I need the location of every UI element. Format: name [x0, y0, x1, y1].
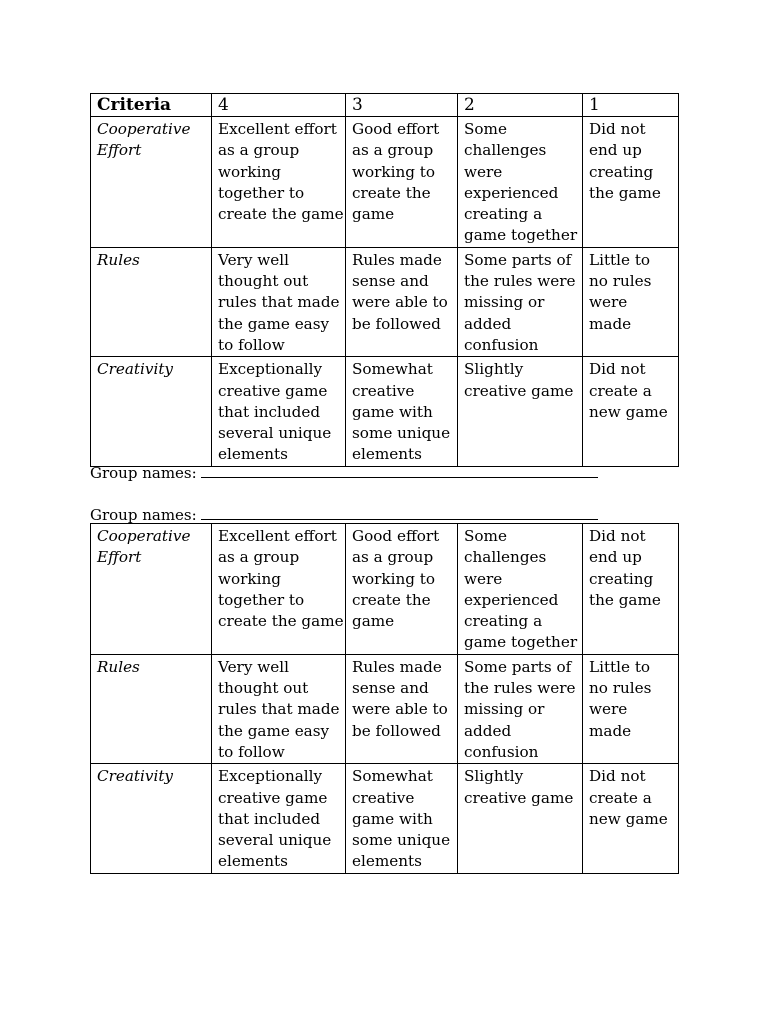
row-creativity: [91, 764, 679, 873]
table-header-row: [91, 94, 679, 117]
cell-text-line: create a: [589, 381, 652, 400]
cell-text-line: game with: [352, 809, 433, 828]
cell-text-line: challenges: [464, 141, 547, 160]
cell-text-line: Did not: [589, 527, 646, 545]
cell-text-line: be followed: [352, 314, 441, 333]
cell-text-line: Rules made: [352, 657, 442, 676]
cell-text-line: together to: [218, 183, 305, 202]
cell-text-line: Rules: [97, 250, 140, 269]
cell-text-line: create the: [352, 183, 431, 202]
cell-text-line: no rules: [589, 679, 652, 698]
cell-text-line: game together: [464, 633, 578, 652]
cell-text-line: to follow: [218, 742, 285, 761]
cell-text-line: Excellent effort: [218, 527, 337, 545]
header-criteria: Criteria: [91, 94, 212, 117]
cell-text-line: Effort: [97, 548, 142, 567]
level-1-cell: [583, 524, 679, 655]
level-3-cell: [346, 654, 458, 763]
cell-text-line: Some: [464, 527, 507, 545]
cell-text-line: were: [464, 162, 503, 181]
cell-text-line: as a group: [352, 548, 434, 567]
cell-text-line: creating a: [464, 205, 543, 224]
cell-text-line: Did not: [589, 120, 646, 138]
cell-text-line: were: [589, 293, 628, 312]
cell-text-line: missing or: [464, 293, 545, 312]
level-4-cell: [212, 654, 346, 763]
cell-text-line: were: [589, 700, 628, 719]
cell-text-line: create the game: [218, 612, 344, 631]
cell-text-line: several unique: [218, 831, 332, 850]
level-1-cell: [583, 764, 679, 873]
cell-text-line: thought out: [218, 272, 309, 291]
level-4-cell: [212, 117, 346, 248]
header-score-3: 3: [346, 94, 458, 117]
cell-text-line: Good effort: [352, 120, 440, 138]
cell-text-line: sense and: [352, 272, 429, 291]
cell-text-line: creative game: [218, 788, 328, 807]
level-2-cell: [458, 654, 583, 763]
cell-text-line: Some parts of: [464, 657, 572, 676]
cell-text-line: elements: [218, 445, 288, 464]
group-names-label: Group names:: [90, 506, 197, 524]
cell-text-line: end up: [589, 548, 642, 567]
criterion-cell: [91, 117, 212, 248]
level-2-cell: [458, 117, 583, 248]
level-2-cell: [458, 247, 583, 356]
cell-text-line: Did not: [589, 767, 646, 786]
cell-text-line: working to: [352, 162, 436, 181]
cell-text-line: Cooperative: [97, 120, 191, 138]
level-3-cell: [346, 524, 458, 655]
cell-text-line: creating a: [464, 612, 543, 631]
cell-text-line: Little to: [589, 250, 651, 269]
cell-text-line: experienced: [464, 183, 559, 202]
level-1-cell: [583, 117, 679, 248]
cell-text-line: were able to: [352, 700, 448, 719]
cell-text-line: create the: [352, 590, 431, 609]
cell-text-line: together to: [218, 590, 305, 609]
cell-text-line: confusion: [464, 742, 539, 761]
cell-text-line: Some: [464, 120, 507, 138]
cell-text-line: Slightly: [464, 360, 524, 379]
cell-text-line: the rules were: [464, 679, 576, 698]
cell-text-line: were able to: [352, 293, 448, 312]
rubric-body-1: [91, 117, 679, 467]
header-score-2: 2: [458, 94, 583, 117]
cell-text-line: end up: [589, 141, 642, 160]
cell-text-line: Somewhat: [352, 360, 433, 379]
cell-text-line: working: [218, 162, 281, 181]
cell-text-line: as a group: [218, 548, 300, 567]
cell-text-line: Rules made: [352, 250, 442, 269]
rubric-table-1: [90, 93, 679, 467]
level-4-cell: [212, 764, 346, 873]
cell-text-line: Very well: [218, 250, 289, 269]
level-4-cell: [212, 524, 346, 655]
level-1-cell: [583, 357, 679, 466]
cell-text-line: to follow: [218, 335, 285, 354]
group-names-line-1: [90, 463, 598, 482]
cell-text-line: challenges: [464, 548, 547, 567]
cell-text-line: creative: [352, 788, 415, 807]
cell-text-line: Rules: [97, 657, 140, 676]
cell-text-line: creating: [589, 569, 654, 588]
cell-text-line: Very well: [218, 657, 289, 676]
cell-text-line: game with: [352, 402, 433, 421]
row-cooperative-effort: [91, 524, 679, 655]
cell-text-line: no rules: [589, 272, 652, 291]
cell-text-line: game: [352, 205, 395, 224]
row-cooperative-effort: [91, 117, 679, 248]
level-2-cell: [458, 524, 583, 655]
cell-text-line: game: [352, 612, 395, 631]
cell-text-line: Did not: [589, 360, 646, 379]
cell-text-line: were: [464, 569, 503, 588]
cell-text-line: Exceptionally: [218, 360, 323, 379]
cell-text-line: elements: [352, 445, 422, 464]
level-2-cell: [458, 764, 583, 873]
cell-text-line: missing or: [464, 700, 545, 719]
criterion-cell: [91, 654, 212, 763]
cell-text-line: some unique: [352, 831, 451, 850]
cell-text-line: the game: [589, 183, 661, 202]
level-3-cell: [346, 764, 458, 873]
level-3-cell: [346, 247, 458, 356]
row-creativity: [91, 357, 679, 466]
cell-text-line: the game: [589, 590, 661, 609]
cell-text-line: thought out: [218, 679, 309, 698]
cell-text-line: elements: [352, 852, 422, 871]
level-3-cell: [346, 117, 458, 248]
cell-text-line: rules that made: [218, 700, 340, 719]
cell-text-line: some unique: [352, 424, 451, 443]
group-names-line-2: [90, 505, 598, 524]
cell-text-line: new game: [589, 809, 668, 828]
group-names-blank[interactable]: [201, 463, 598, 478]
cell-text-line: the game easy: [218, 314, 330, 333]
level-1-cell: [583, 654, 679, 763]
cell-text-line: made: [589, 314, 632, 333]
cell-text-line: creating: [589, 162, 654, 181]
cell-text-line: creative game: [464, 381, 574, 400]
level-1-cell: [583, 247, 679, 356]
criterion-cell: [91, 357, 212, 466]
row-rules: [91, 654, 679, 763]
cell-text-line: creative: [352, 381, 415, 400]
cell-text-line: elements: [218, 852, 288, 871]
criterion-cell: [91, 524, 212, 655]
cell-text-line: new game: [589, 402, 668, 421]
cell-text-line: the rules were: [464, 272, 576, 291]
cell-text-line: Effort: [97, 141, 142, 160]
cell-text-line: added: [464, 314, 512, 333]
cell-text-line: create a: [589, 788, 652, 807]
cell-text-line: working: [218, 569, 281, 588]
cell-text-line: working to: [352, 569, 436, 588]
cell-text-line: added: [464, 721, 512, 740]
group-names-label: Group names:: [90, 464, 197, 482]
cell-text-line: rules that made: [218, 293, 340, 312]
cell-text-line: Creativity: [97, 360, 174, 379]
cell-text-line: Creativity: [97, 767, 174, 786]
cell-text-line: Somewhat: [352, 767, 433, 786]
cell-text-line: that included: [218, 809, 321, 828]
cell-text-line: several unique: [218, 424, 332, 443]
cell-text-line: sense and: [352, 679, 429, 698]
cell-text-line: that included: [218, 402, 321, 421]
criterion-cell: [91, 247, 212, 356]
cell-text-line: create the game: [218, 205, 344, 224]
cell-text-line: game together: [464, 226, 578, 245]
header-score-4: 4: [212, 94, 346, 117]
cell-text-line: the game easy: [218, 721, 330, 740]
cell-text-line: Slightly: [464, 767, 524, 786]
cell-text-line: Cooperative: [97, 527, 191, 545]
cell-text-line: Exceptionally: [218, 767, 323, 786]
level-3-cell: [346, 357, 458, 466]
cell-text-line: Excellent effort: [218, 120, 337, 138]
cell-text-line: creative game: [464, 788, 574, 807]
cell-text-line: Little to: [589, 657, 651, 676]
cell-text-line: Good effort: [352, 527, 440, 545]
level-2-cell: [458, 357, 583, 466]
cell-text-line: creative game: [218, 381, 328, 400]
level-4-cell: [212, 357, 346, 466]
group-names-blank[interactable]: [201, 505, 598, 520]
cell-text-line: confusion: [464, 335, 539, 354]
rubric-body-2: [91, 524, 679, 874]
cell-text-line: be followed: [352, 721, 441, 740]
cell-text-line: Some parts of: [464, 250, 572, 269]
row-rules: [91, 247, 679, 356]
criterion-cell: [91, 764, 212, 873]
rubric-table-2: [90, 523, 679, 874]
cell-text-line: as a group: [352, 141, 434, 160]
header-score-1: 1: [583, 94, 679, 117]
level-4-cell: [212, 247, 346, 356]
cell-text-line: made: [589, 721, 632, 740]
cell-text-line: as a group: [218, 141, 300, 160]
cell-text-line: experienced: [464, 590, 559, 609]
